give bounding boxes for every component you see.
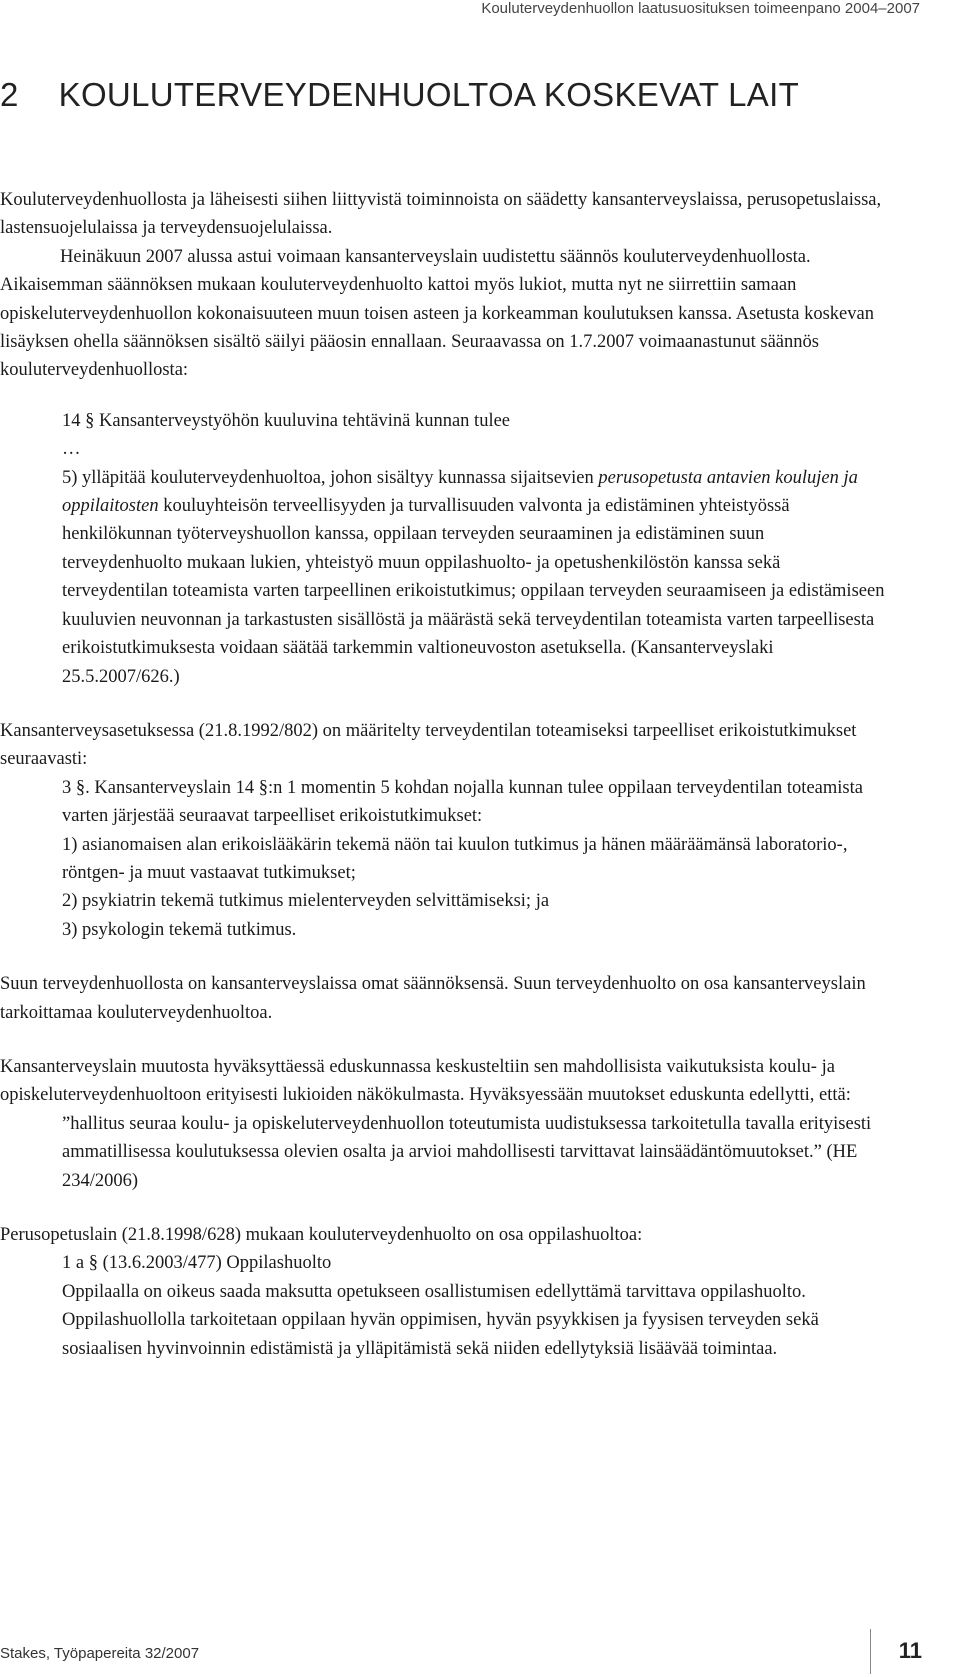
chapter-heading [0,76,799,114]
quote-pupil-welfare-body: Oppilaalla on oikeus saada maksutta opetukseen osallistumisen edellyttämä tarvittava oppilashuolto. Oppilashuollolla tarkoitetaan oppilaan hyvän oppimisen, hyvän psyykkisen ja fyysisen terveyden sekä sosiaalisen hyvinvoinnin edistämistä ja ylläpitämistä sekä niiden edellytyksiä lisäävää toimintaa. [62,1281,819,1359]
quote-decree-item-3: 3) psykologin tekemä tutkimus. [62,919,297,940]
footer-divider [870,1629,871,1674]
page-number: 11 [898,1638,922,1663]
quote-pupil-welfare-heading: 1 a § (13.6.2003/477) Oppilashuolto [62,1253,332,1274]
chapter-title: KOULUTERVEYDENHUOLTOA KOSKEVAT LAIT [58,76,800,113]
running-header: Kouluterveydenhuollon laatusuosituksen toimeenpano 2004–2007 [481,0,920,17]
body-text [0,186,885,1363]
paragraph-intro: Kouluterveydenhuollosta ja läheisesti siihen liittyvistä toiminnoista on säädetty kansanterveyslaissa, perusopetuslaissa, lastensuojelulaissa ja terveydensuojelulaissa. [0,190,882,239]
quote-parliament: ”hallitus seuraa koulu- ja opiskeluterveydenhuollon toteutumista uudistuksessa tarkoitetulla tavalla erityisesti ammatillisessa koulutuksessa olevien osalta ja arvioi mahdollisesti tarvittavat lainsäädäntömuutokset.” (HE 234/2006) [62,1113,872,1191]
paragraph-parliament: Kansanterveyslain muutosta hyväksyttäessä eduskunnassa keskusteltiin sen mahdollisista vaikutuksista koulu- ja opiskeluterveydenhuoltoon erityisesti lukioiden näkökulmasta. Hyväksyessään muutokset eduskunta edellytti, että: [0,1056,851,1106]
paragraph-dental-care: Suun terveydenhuollosta on kansanterveyslaissa omat säännöksensä. Suun terveydenhuolto on osa kansanterveyslain tarkoittamaa kouluterveydenhuoltoa. [0,974,866,1023]
quote-text-start: 5) ylläpitää kouluterveydenhuoltoa, johon sisältyy kunnassa sijaitsevien [62,467,599,488]
paragraph-decree: Kansanterveysasetuksessa (21.8.1992/802) on määritelty terveydentilan toteamiseksi tarpeelliset erikoistutkimukset seuraavasti: [0,720,857,770]
footer-publication: Stakes, Työpapereita 32/2007 [0,1645,200,1662]
quote-text-end: kouluyhteisön terveellisyyden ja turvallisuuden valvonta ja edistäminen yhteistyössä henkilökunnan työterveyshuollon kanssa, oppilaan terveyden seuraaminen ja edistäminen suun terveydenhuolto mukaan lukien, yhteistyö muun oppilashuolto- ja opetushenkilöstön kanssa sekä terveydentilan toteamista varten tarpeellinen erikoistutkimus; oppilaan terveyden seuraamiseen ja edistämiseen kuuluvien neuvonnan ja tarkastusten sisällöstä ja määrästä sekä terveydentilan toteamista varten tarpeellisesta erikoistutkimuksesta voidaan säätää tarkemmin valtioneuvoston asetuksella. (Kansanterveyslaki 25.5.2007/626.) [62,496,885,687]
quote-section-14-heading: 14 § Kansanterveystyöhön kuuluvina tehtävinä kunnan tulee [62,410,511,431]
quote-decree-item-1: 1) asianomaisen alan erikoislääkärin tekemä näön tai kuulon tutkimus ja hänen määräämänsä laboratorio-, röntgen- ja muut vastaavat tutkimukset; [62,834,848,883]
paragraph-basic-education-act: Perusopetuslain (21.8.1998/628) mukaan kouluterveydenhuolto on osa oppilashuoltoa: [0,1225,643,1245]
paragraph-law-reform: Heinäkuun 2007 alussa astui voimaan kansanterveyslain uudistettu säännös kouluterveydenhuollosta. Aikaisemman säännöksen mukaan kouluterveydenhuolto kattoi myös lukiot, mutta nyt ne siirrettiin samaan opiskeluterveydenhuollon kokonaisuuteen muun toisen asteen ja korkeamman koulutuksen kanssa. Asetusta koskevan lisäyksen ohella säännöksen sisältö säilyi pääosin ennallaan. Seuraavassa on 1.7.2007 voimaanastunut säännös kouluterveydenhuollosta: [0,246,874,381]
quote-decree-item-2: 2) psykiatrin tekemä tutkimus mielenterveyden selvittämiseksi; ja [62,891,550,912]
chapter-number: 2 [0,76,19,113]
quote-italic-text: perusopetusta antavien koulujen ja oppilaitosten [62,467,858,517]
quote-section-14-item-5 [62,464,885,691]
quote-ellipsis: … [62,439,81,460]
quote-decree-intro: 3 §. Kansanterveyslain 14 §:n 1 momentin 5 kohdan nojalla kunnan tulee oppilaan terveydentilan toteamista varten järjestää seuraavat tarpeelliset erikoistutkimukset: [62,777,863,827]
